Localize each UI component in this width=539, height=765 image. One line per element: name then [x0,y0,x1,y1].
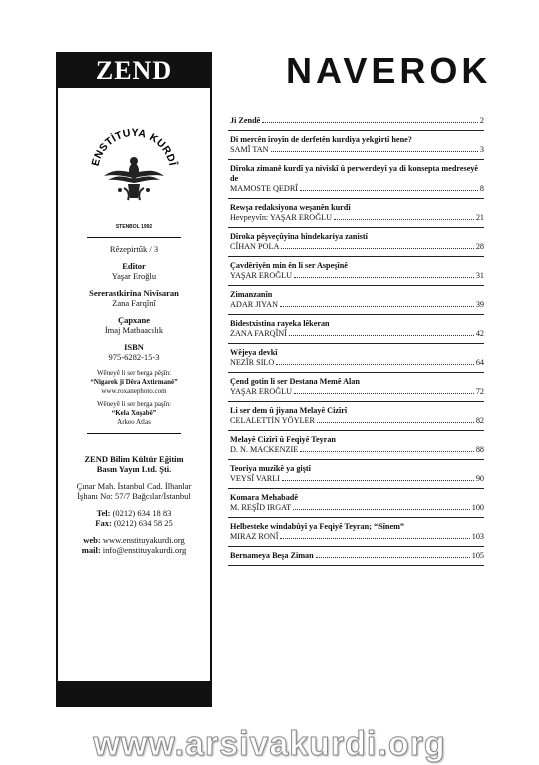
publisher-name: ZEND Bilim Kültür Eğitim [84,453,184,464]
front-cover-note: Wêneyê li ser berga pêşîn: [96,368,172,377]
toc-entry-page: 105 [471,551,484,560]
watermark: www.arsivakurdi.org [93,725,446,763]
brand-banner: ZEND [58,54,210,88]
web-line [58,535,210,546]
chief-editor-label: Sererastkirina Nivîsaran [89,287,179,298]
logo-emblem-icon [84,116,184,216]
dot-leader [280,306,474,307]
chief-editor-name: Zana Farqînî [112,298,156,308]
toc-entry[interactable] [228,112,484,131]
logo-arc-text: ENSTİTUYA KURDÎ [89,126,179,168]
dot-leader [271,151,478,152]
page-title: NAVEROK [286,50,492,91]
toc-entry[interactable] [228,257,484,286]
toc-entry-title: Dîroka pêşveçûyîna hîndekariya zanistî [230,232,368,241]
dot-leader [293,509,470,510]
toc-entry-title: Li ser dem û jiyana Melayê Cizîrî [230,406,348,415]
toc-entry-author: D. N. MACKENZIE [230,445,299,454]
toc-entry-title: Helbesteke windabûyî ya Feqiyê Teyran; “Sînem” [230,522,404,531]
address-line-2: İşhanı No: 57/7 Bağcılar/İstanbul [77,491,191,501]
toc-entry-author: M. REŞÎD IRGAT [230,503,292,512]
toc-entry-author: SAMÎ TAN [230,145,269,154]
toc-entry-page: 28 [475,242,484,251]
toc-entry-line [230,184,484,194]
fax-number: (0212) 634 58 25 [113,518,173,528]
toc-entry-author: Hevpeyvîn: YAŞAR EROĞLU [230,213,333,222]
dot-leader [317,422,474,423]
toc-entry-page: 8 [479,184,484,193]
printer-label: Çapxane [117,314,151,325]
back-cover-credit: Arkeo Atlas [117,417,151,426]
dot-leader [262,122,478,123]
mail-address[interactable]: info@enstituyakurdi.org [102,545,187,555]
toc-entry-line [230,242,484,252]
mail-line [58,545,210,556]
toc-entry-author: YAŞAR EROĞLU [230,271,293,280]
phone-line [58,508,210,519]
editor-name: Yaşar Eroğlu [111,271,157,281]
dot-leader [294,277,474,278]
toc-entry-author: VEYSÎ VARLI [230,474,280,483]
toc-entry-page: 42 [475,329,484,338]
mail-label: mail: [81,545,101,555]
toc-entry[interactable] [228,315,484,344]
toc-entry-line [230,213,484,223]
issue-number: Rêzepirtûk / 3 [109,244,159,254]
dot-leader [334,219,474,220]
toc-entry-line [230,474,484,484]
toc-entry-author: NEZÎR SILO [230,358,275,367]
dot-leader [289,335,474,336]
toc-entry-page: 82 [475,416,484,425]
toc-entry-title: Bidestxistina rayeka lêkeran [230,319,330,328]
toc-entry-title: Melayê Cizîrî û Feqiyê Teyran [230,435,336,444]
institute-logo [58,116,210,230]
dot-leader [316,557,470,558]
toc-entry-page: 2 [479,116,484,125]
front-cover-title: “Nigarek ji Dêra Axtirmanê” [90,377,178,386]
toc-entry-title: Komara Mehabadê [230,493,298,502]
toc-entry-title: Rewşa redaksiyona weşanên kurdî [230,203,351,212]
sidebar-panel [56,52,212,707]
toc-entry-title: Teoriya muzîkê ya giştî [230,464,311,473]
dot-leader [300,190,478,191]
front-cover-site: www.roxanephoto.com [101,386,167,395]
phone-label: Tel: [96,507,111,518]
toc-entry-author: MIRAZ RONÎ [230,532,279,541]
toc-entry-page: 88 [475,445,484,454]
toc-entry[interactable] [228,402,484,431]
toc-entry-title: Wêjeya devkî [230,348,278,357]
toc-entry[interactable] [228,489,484,518]
toc-entry-author: CÎHAN POLA [230,242,280,251]
dot-leader [276,364,473,365]
dot-leader [282,480,474,481]
web-label: web: [83,534,101,545]
toc-entry-page: 100 [471,503,484,512]
toc-entry-title: Dîroka zimanê kurdî ya nivîskî û perwerdeyî ya di konsepta medreseyê de [230,164,479,183]
bottom-bar [58,681,210,705]
toc-entry-page: 31 [475,271,484,280]
toc-entry-author: Bernameya Beşa Ziman [230,551,314,560]
toc-entry-line [230,116,484,126]
table-of-contents [228,112,484,566]
toc-entry[interactable] [228,160,484,199]
dot-leader [294,393,474,394]
toc-entry-line [230,445,484,455]
toc-entry-page: 90 [475,474,484,483]
toc-entry[interactable] [228,286,484,315]
isbn-label: ISBN [124,341,144,352]
toc-entry-line [230,416,484,426]
toc-entry-page: 39 [475,300,484,309]
editor-label: Edîtor [122,260,146,271]
toc-entry[interactable] [228,131,484,160]
colophon [58,237,210,556]
address-line-1: Çınar Mah. İstanbul Cad. İlhanlar [76,480,192,491]
publisher-name-2: Basın Yayın Ltd. Şti. [96,464,172,474]
toc-entry[interactable] [228,228,484,257]
toc-entry[interactable] [228,518,484,547]
toc-entry-title: Çavdêriyên min ên li ser Aspeşînê [230,261,348,270]
toc-entry-page: 3 [479,145,484,154]
toc-entry-author: CELALETTİN YÖYLER [230,416,315,425]
toc-entry-line [230,300,484,310]
back-cover-title: “Kela Xoşabê” [111,408,157,417]
fax-label: Fax: [95,518,112,528]
toc-entry-title: Di mercên îroyîn de derfetên kurdiya yekgirtî hene? [230,135,412,144]
toc-entry-page: 64 [475,358,484,367]
toc-entry-line [230,551,484,561]
toc-entry-line [230,145,484,155]
toc-entry-title: Çend gotin li ser Destana Memê Alan [230,377,360,386]
toc-entry[interactable] [228,431,484,460]
dot-leader [281,248,473,249]
toc-entry-page: 21 [475,213,484,222]
toc-entry-author: Ji Zendê [230,116,261,125]
printer-name: İmaj Matbaacılık [104,325,164,335]
isbn-value: 975-6282-15-3 [108,352,160,362]
toc-entry-line [230,271,484,281]
toc-entry-author: YAŞAR EROĞLU [230,387,293,396]
toc-entry-line [230,503,484,513]
dot-leader [300,451,474,452]
logo-city-text: STENBOL 1992 [115,224,153,230]
toc-entry-page: 103 [471,532,484,541]
toc-entry-line [230,358,484,368]
toc-entry-line [230,387,484,397]
dot-leader [280,538,469,539]
toc-entry-line [230,532,484,542]
toc-entry[interactable] [228,199,484,228]
toc-entry[interactable] [228,344,484,373]
toc-entry-line [230,329,484,339]
toc-entry[interactable] [228,547,484,566]
toc-entry-author: ADAR JIYAN [230,300,278,309]
toc-entry-page: 72 [475,387,484,396]
phone-number: (0212) 634 18 83 [112,507,172,518]
fax-line [58,518,210,529]
toc-entry-author: MAMOSTE QEDRÎ [230,184,299,193]
toc-entry-title: Zimanzanîn [230,290,273,299]
toc-entry[interactable] [228,460,484,489]
back-cover-note: Wêneyê li ser berga paşîn: [96,399,172,408]
web-url[interactable]: www.enstituyakurdi.org [102,534,185,545]
toc-entry[interactable] [228,373,484,402]
toc-entry-author: ZANA FARQÎNÎ [230,329,287,338]
